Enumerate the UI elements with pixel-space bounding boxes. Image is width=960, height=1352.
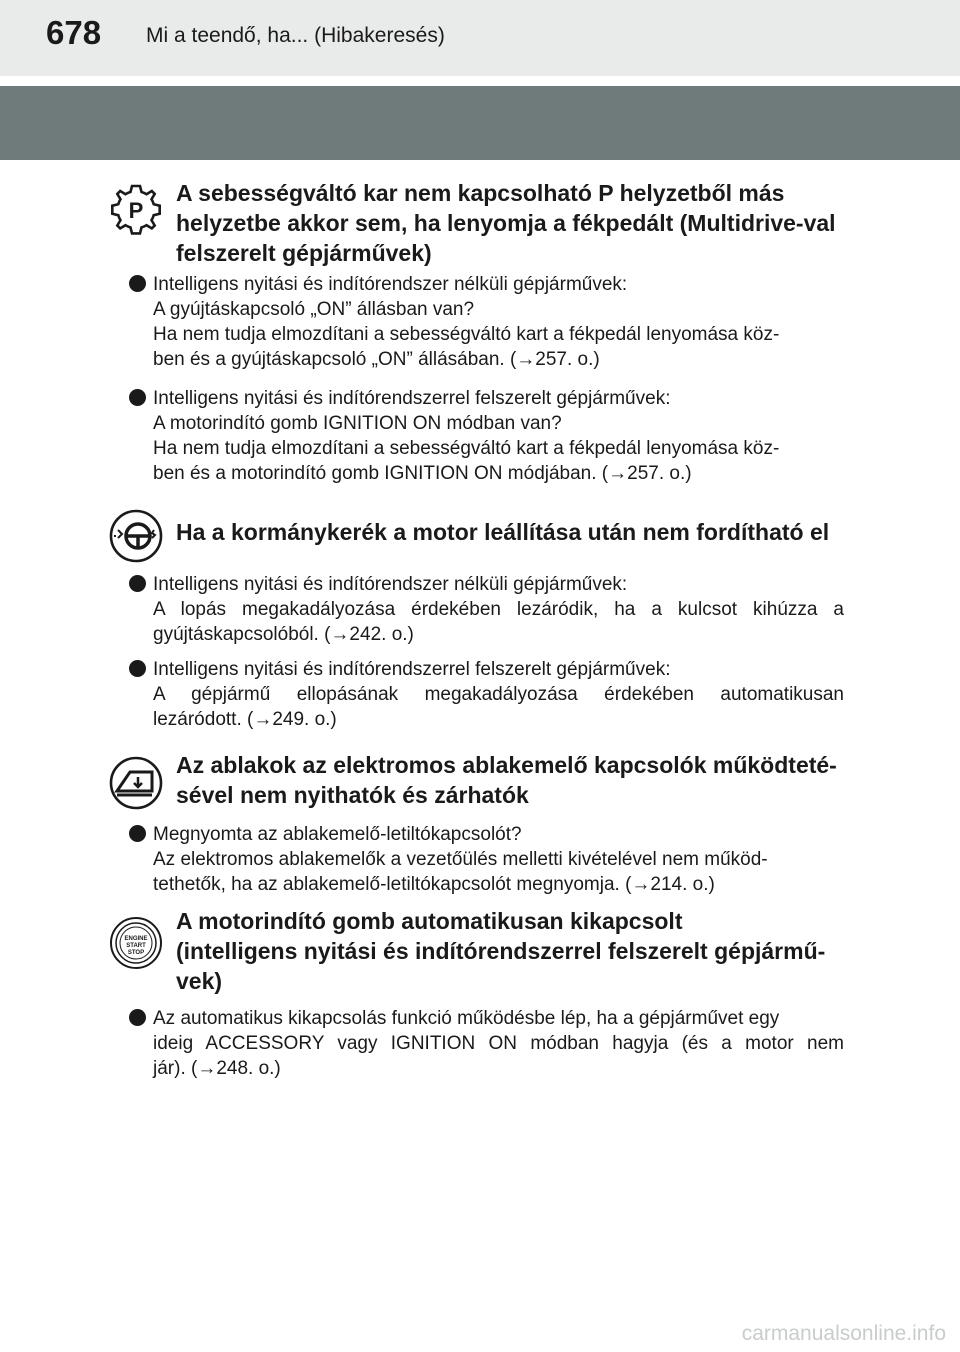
- section-heading: Ha a kormánykerék a motor leállítása után nem fordítható el: [176, 519, 830, 545]
- gear-p-icon: [108, 182, 164, 238]
- bullet-icon: [129, 825, 146, 842]
- bullet-icon: [129, 575, 146, 592]
- header-title: Mi a teendő, ha... (Hibakeresés): [146, 24, 445, 47]
- bullet-icon: [129, 389, 146, 406]
- bullet-icon: [129, 660, 146, 677]
- list-item: Intelligens nyitási és indítórendszerrel felszerelt gépjárművek: A gépjármű ellopásának megakadályozása érdekében automatikusan lezáródott. (→249. o.): [129, 657, 844, 732]
- watermark: carmanualsonline.info: [741, 1322, 946, 1345]
- svg-text:P: P: [128, 198, 144, 223]
- list-item: Intelligens nyitási és indítórendszerrel felszerelt gépjárművek: A motorindító gomb IGNITION ON módban van? Ha nem tudja elmozdítani a sebességváltó kart a fékpedál lenyomása köz- ben és a motorindító gomb IGNITION ON módjában. (→257. o.): [129, 386, 844, 486]
- section-heading: A motorindító gomb automatikusan kikapcsolt (intelligens nyitási és indítórendszerrel felszerelt gépjármű- vek): [176, 908, 826, 994]
- steering-wheel-icon: [108, 508, 164, 564]
- power-window-icon: [108, 755, 164, 811]
- section-heading: A sebességváltó kar nem kapcsolható P helyzetből más helyzetbe akkor sem, ha lenyomja a fékpedált (Multidrive-val felszerelt gépjárművek): [176, 180, 836, 266]
- section-heading: Az ablakok az elektromos ablakemelő kapcsolók működteté- sével nem nyithatók és zárhatók: [176, 752, 837, 808]
- page-header: [0, 0, 960, 76]
- svg-text:STOP: STOP: [127, 950, 145, 956]
- list-item: Intelligens nyitási és indítórendszer nélküli gépjárművek: A gyújtáskapcsoló „ON” állásban van? Ha nem tudja elmozdítani a sebességváltó kart a fékpedál lenyomása köz- ben és a gyújtáskapcsoló „ON” állásában. (→257. o.): [129, 272, 844, 372]
- svg-text:ENGINE: ENGINE: [124, 936, 148, 942]
- page-number: 678: [46, 14, 102, 51]
- header-band: [0, 86, 960, 160]
- bullet-icon: [129, 1009, 146, 1026]
- bullet-icon: [129, 275, 146, 292]
- list-item: Az automatikus kikapcsolás funkció működésbe lép, ha a gépjárművet egy ideig ACCESSORY vagy IGNITION ON módban hagyja (és a motor nem jár). (→248. o.): [129, 1006, 844, 1081]
- engine-start-stop-icon: [108, 915, 164, 971]
- list-item: Intelligens nyitási és indítórendszer nélküli gépjárművek: A lopás megakadályozása érdekében lezáródik, ha a kulcsot kihúzza a gyújtáskapcsolóból. (→242. o.): [129, 572, 844, 647]
- svg-text:START: START: [126, 943, 146, 949]
- list-item: Megnyomta az ablakemelő-letiltókapcsolót? Az elektromos ablakemelők a vezetőülés melletti kivételével nem működ- tethetők, ha az ablakemelő-letiltókapcsolót megnyomja. (→214. o.): [129, 822, 844, 897]
